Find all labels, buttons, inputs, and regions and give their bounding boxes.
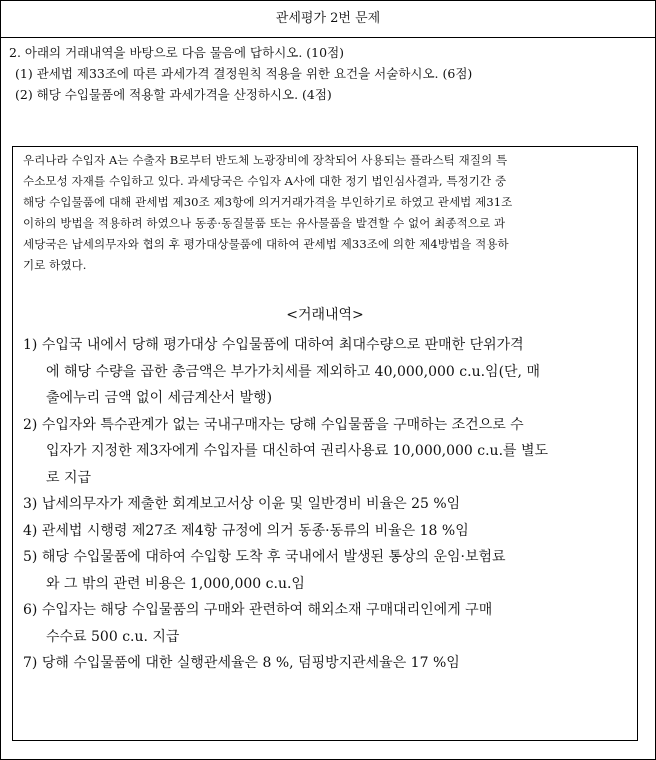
intro-line: 해당 수입물품에 대해 관세법 제30조 제3항에 의거거래가격을 부인하기로 하였고 관세법 제31조 xyxy=(23,195,513,209)
case-box xyxy=(12,146,638,741)
intro-line: 우리나라 수입자 A는 수출자 B로부터 반도체 노광장비에 장착되어 사용되는 플라스틱 재질의 특 xyxy=(23,153,508,167)
intro-line: 수소모성 자재를 수입하고 있다. 과세당국은 수입자 A사에 대한 정기 법인심사결과, 특정기간 중 xyxy=(23,174,507,188)
section-title: <거래내역> xyxy=(286,307,364,323)
item-line: 3) 납세의무자가 제출한 회계보고서상 이윤 및 일반경비 비율은 25 %임 xyxy=(23,496,461,512)
list-item xyxy=(23,650,627,677)
intro-line: 기로 하였다. xyxy=(23,258,87,272)
question-block xyxy=(1,38,655,105)
item-line: 5) 해당 수입물품에 대하여 수입항 도착 후 국내에서 발생된 통상의 운임·보험료 xyxy=(23,549,506,565)
list-item xyxy=(23,412,627,492)
list-item xyxy=(23,544,627,597)
list-item xyxy=(23,332,627,412)
intro-paragraph xyxy=(23,150,627,276)
list-item xyxy=(23,518,627,545)
item-line: 7) 당해 수입물품에 대한 실행관세율은 8 %, 덤핑방지관세율은 17 %임 xyxy=(23,655,460,671)
question-main: 2. 아래의 거래내역을 바탕으로 다음 물음에 답하시오. (10점) xyxy=(9,45,345,60)
item-line: 와 그 밖의 관련 비용은 1,000,000 c.u.임 xyxy=(46,575,305,592)
item-line: 1) 수입국 내에서 당해 평가대상 수입물품에 대하여 최대수량으로 판매한 단위가격 xyxy=(23,337,524,353)
question-sub-2: (2) 해당 수입물품에 적용할 과세가격을 산정하시오. (4점) xyxy=(15,87,332,102)
question-sub-1: (1) 관세법 제33조에 따른 과세가격 결정원칙 적용을 위한 요건을 서술하시오. (6점) xyxy=(15,66,473,81)
intro-line: 이하의 방법을 적용하려 하였으나 동종·동질물품 또는 유사물품을 발견할 수 없어 최종적으로 과 xyxy=(23,216,506,230)
item-line: 6) 수입자는 해당 수입물품의 구매와 관련하여 해외소재 구매대리인에게 구매 xyxy=(23,602,493,618)
page-title: 관세평가 2번 문제 xyxy=(1,1,655,38)
list-item xyxy=(23,597,627,650)
item-line: 입자가 지정한 제3자에게 수입자를 대신하여 권리사용료 10,000,000 c.u.를 별도 xyxy=(46,443,549,459)
item-line: 수수료 500 c.u. 지급 xyxy=(46,628,180,645)
item-line: 2) 수입자와 특수관계가 없는 국내구매자는 당해 수입물품을 구매하는 조건으로 수 xyxy=(23,416,524,433)
item-line: 4) 관세법 시행령 제27조 제4항 규정에 의거 동종·동류의 비율은 18 %임 xyxy=(23,522,469,539)
intro-line: 세당국은 납세의무자와 협의 후 평가대상물품에 대하여 관세법 제33조에 의한 제4방법을 적용하 xyxy=(23,237,509,251)
item-line: 에 해당 수량을 곱한 총금액은 부가가치세를 제외하고 40,000,000 c.u.임(단, 매 xyxy=(46,363,540,380)
item-line: 로 지급 xyxy=(46,469,92,486)
list-item xyxy=(23,491,627,518)
item-line: 출에누리 금액 없이 세금계산서 발행) xyxy=(46,390,273,406)
transaction-list xyxy=(23,332,627,677)
